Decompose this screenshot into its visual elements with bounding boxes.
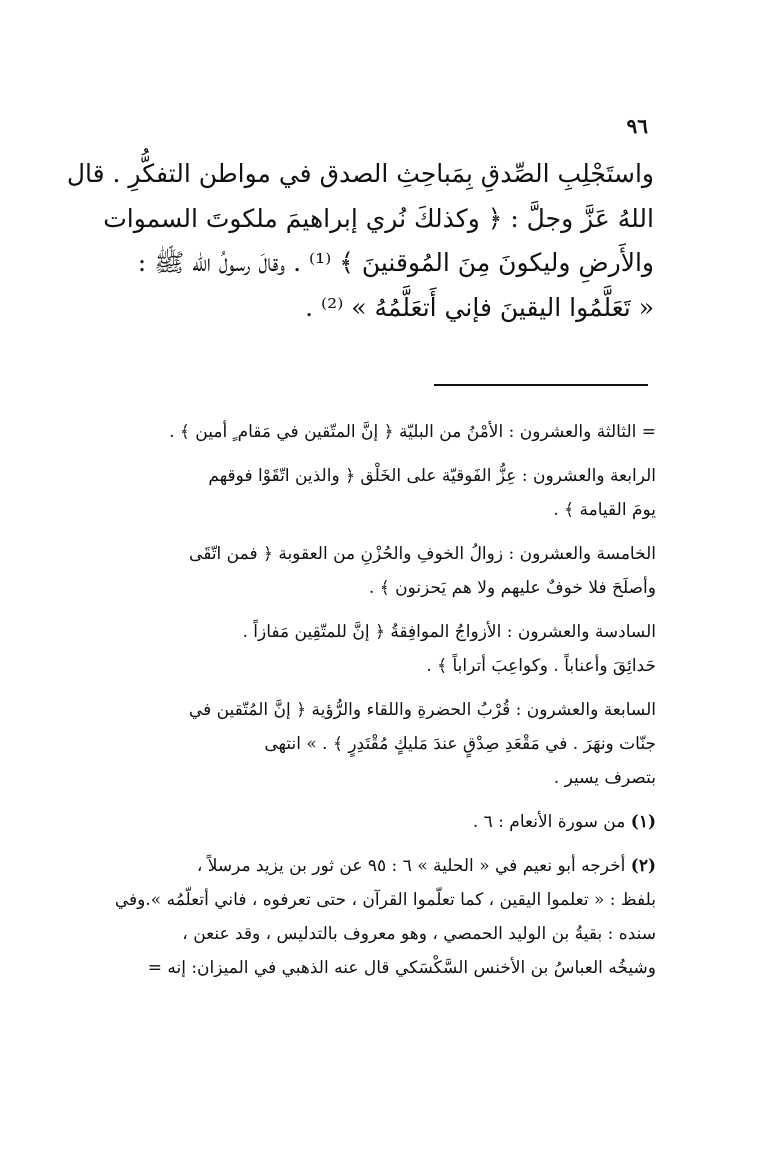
page-number: ٩٦	[626, 114, 648, 138]
footnote-number: (١)	[630, 812, 656, 832]
notes-section	[114, 415, 656, 995]
footnote-line	[126, 805, 656, 839]
footnote-separator	[434, 384, 648, 386]
footnote-line	[126, 849, 656, 883]
note-line: = الثالثة والعشرون : الأمْنُ من البليّة ﴿ إنَّ المتّقين في مَقام ٍ أمين ﴾ .	[169, 422, 656, 442]
note-line: جنّات ونهَرَ . في مَقْعَدِ صِدْقٍ عندَ مَليكٍ مُقْتَدِرٍ ﴾ . » انتهى	[264, 734, 656, 754]
note-line: الخامسة والعشرون : زوالُ الخوفِ والحُزْنِ من العقوبة ﴿ فمن اتّقَى	[189, 544, 656, 564]
note-line: بتصرف يسير .	[553, 768, 656, 788]
footnote-1	[126, 805, 656, 839]
footnote-2	[114, 849, 656, 985]
main-text-line: واستَجْلِبِ الصِّدقِ بِمَباحِثِ الصدق في مواطن التفكُّرِ . قال	[66, 159, 654, 188]
note-line: الرابعة والعشرون : عِزُّ الفَوقيّة على الخَلْق ﴿ والذين اتّقَوْا فوقهم	[208, 466, 656, 486]
main-text-line: والأَرضِ وليكونَ مِنَ المُوقنينَ ﴾ ⁽¹⁾ . وقالَ رسولُ الله ﷺ :	[137, 248, 654, 277]
footnote-line: بلفظ : « تعلموا اليقين ، كما تعلّموا القرآن ، حتى تعرفوه ، فاني أتعلّمُه ».وفي	[114, 890, 656, 910]
note-line: السادسة والعشرون : الأزواجُ الموافِقةُ ﴿ إنَّ للمتّقِين مَفازاً .	[242, 622, 656, 642]
main-text-line: « تَعَلَّمُوا اليقينَ فإني أَتعَلَّمُهُ » ⁽²⁾ .	[305, 292, 654, 322]
main-text-line: اللهُ عَزَّ وجلَّ : ﴿ وكذلكَ نُري إبراهيمَ ملكوتَ السموات	[103, 203, 654, 233]
note-line: السابعة والعشرون : قُرْبُ الحضرةِ واللقاء والرُّؤية ﴿ إنَّ المُتّقين في	[188, 700, 656, 720]
note-block-27	[126, 693, 656, 795]
note-block-25	[126, 537, 656, 605]
note-block-24	[126, 459, 656, 527]
footnote-number: (٢)	[630, 856, 656, 876]
note-line: حَدائِقَ وأعناباً . وكواعِبَ أتراباً ﴾ .	[426, 656, 656, 676]
footnote-line: سنده : بقيةُ بن الوليد الحمصي ، وهو معروف بالتدليس ، وقد عنعن ،	[182, 924, 656, 944]
footnote-text: من سورة الأنعام : ٦ .	[472, 812, 626, 832]
footnote-text: أخرجه أبو نعيم في « الحلية » ٦ : ٩٥ عن ثور بن يزيد مرسلاً ،	[196, 856, 626, 876]
note-block-23	[126, 415, 656, 449]
footnote-line: وشيخُه العباسُ بن الأخنس السَّكْسَكي قال عنه الذهبي في الميزان: إنه =	[147, 958, 656, 978]
note-block-26	[126, 615, 656, 683]
main-text	[66, 152, 654, 330]
note-line: وأصلَحَ فلا خوفٌ عليهم ولا هم يَحزنون ﴾ .	[368, 578, 656, 598]
note-line: يومَ القيامة ﴾ .	[553, 500, 656, 520]
